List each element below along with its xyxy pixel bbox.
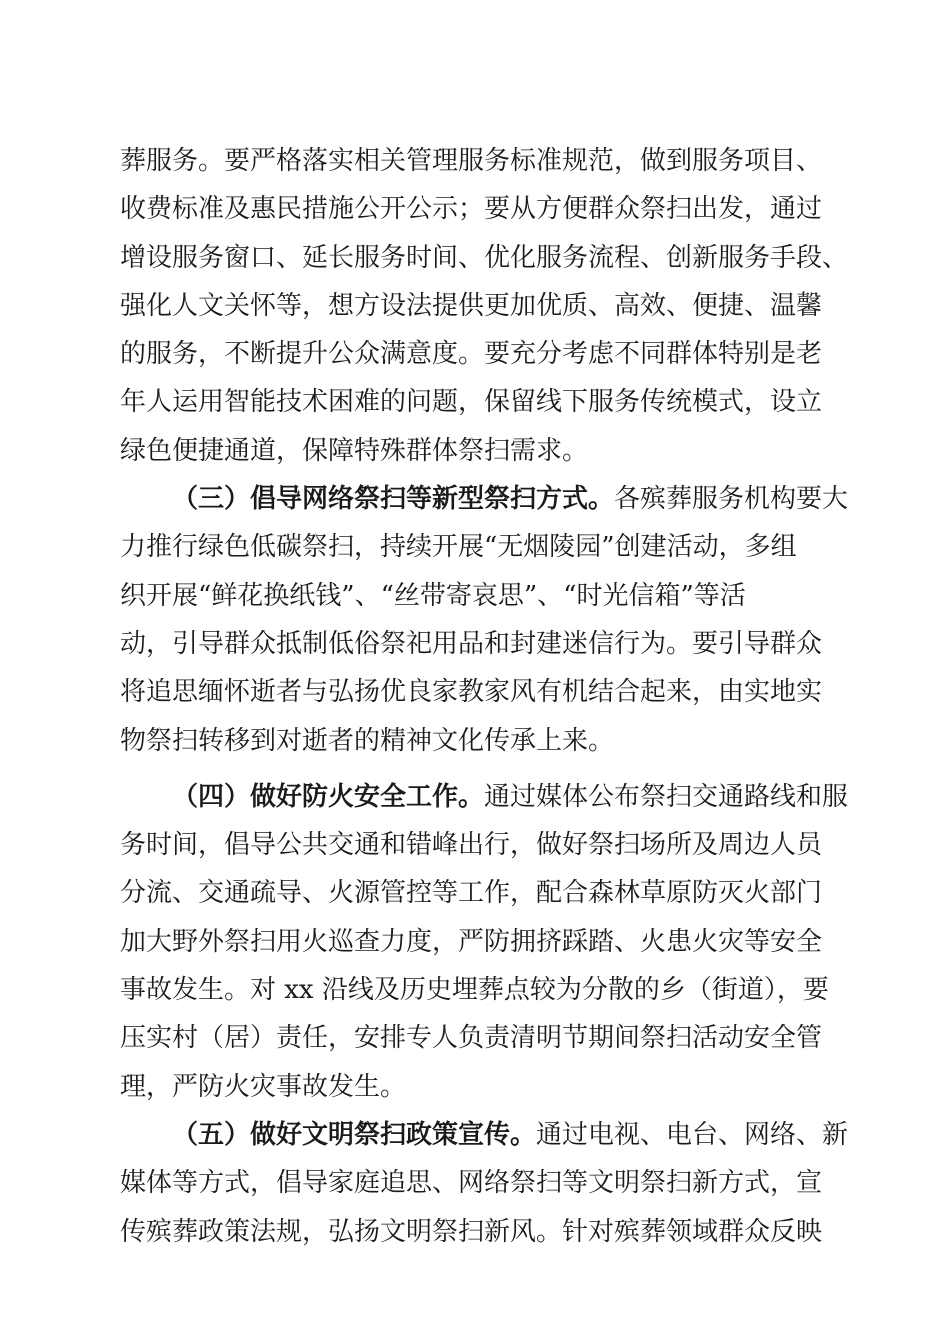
body-line: 加大野外祭扫用火巡查力度，严防拥挤踩踏、火患火灾等安全 [120, 926, 823, 957]
section5-first-line-text: 通过电视、电台、网络、新 [536, 1119, 849, 1150]
body-line: 力推行绿色低碳祭扫，持续开展“无烟陵园”创建活动，多组 [120, 532, 797, 563]
body-line: 分流、交通疏导、火源管控等工作，配合森林草原防灭火部门 [120, 878, 823, 909]
body-line: 媒体等方式，倡导家庭追思、网络祭扫等文明祭扫新方式，宣 [120, 1168, 823, 1199]
body-line: 物祭扫转移到对逝者的精神文化传承上来。 [120, 725, 615, 756]
document-body [120, 141, 880, 1260]
body-line: 收费标准及惠民措施公开公示；要从方便群众祭扫出发，通过 [120, 194, 823, 225]
body-line: 事故发生。对 xx 沿线及历史埋葬点较为分散的乡（街道），要 [120, 975, 829, 1006]
body-line: 传殡葬政策法规，弘扬文明祭扫新风。针对殡葬领域群众反映 [120, 1216, 823, 1247]
body-line: 务时间，倡导公共交通和错峰出行，做好祭扫场所及周边人员 [120, 830, 823, 861]
section3-heading: （三）倡导网络祭扫等新型祭扫方式。 [172, 484, 615, 515]
body-line: 葬服务。要严格落实相关管理服务标准规范，做到服务项目、 [120, 146, 823, 176]
body-line: 绿色便捷通道，保障特殊群体祭扫需求。 [120, 435, 589, 466]
section4-first-line-text: 通过媒体公布祭扫交通路线和服 [484, 781, 849, 812]
body-line: 动，引导群众抵制低俗祭祀用品和封建迷信行为。要引导群众 [120, 628, 823, 659]
section4-heading: （四）做好防火安全工作。 [172, 781, 485, 812]
section4-first-line [120, 777, 880, 825]
body-line: 理，严防火灾事故发生。 [120, 1071, 407, 1102]
body-line: 年人运用智能技术困难的问题，保留线下服务传统模式，设立 [120, 387, 823, 418]
section5-heading: （五）做好文明祭扫政策宣传。 [172, 1119, 537, 1150]
section3-first-line-text: 各殡葬服务机构要大 [614, 484, 849, 515]
section5-first-line [120, 1115, 880, 1163]
body-line: 压实村（居）责任，安排专人负责清明节期间祭扫活动安全管 [120, 1023, 823, 1054]
body-line: 增设服务窗口、延长服务时间、优化服务流程、创新服务手段、 [120, 242, 849, 273]
section3-first-line [120, 479, 880, 527]
body-line: 将追思缅怀逝者与弘扬优良家教家风有机结合起来，由实地实 [120, 677, 823, 708]
body-line: 强化人文关怀等，想方设法提供更加优质、高效、便捷、温馨 [120, 290, 823, 321]
body-line: 的服务，不断提升公众满意度。要充分考虑不同群体特别是老 [120, 339, 823, 370]
body-line: 织开展“鲜花换纸钱”、“丝带寄哀思”、“时光信箱”等活 [120, 580, 746, 611]
